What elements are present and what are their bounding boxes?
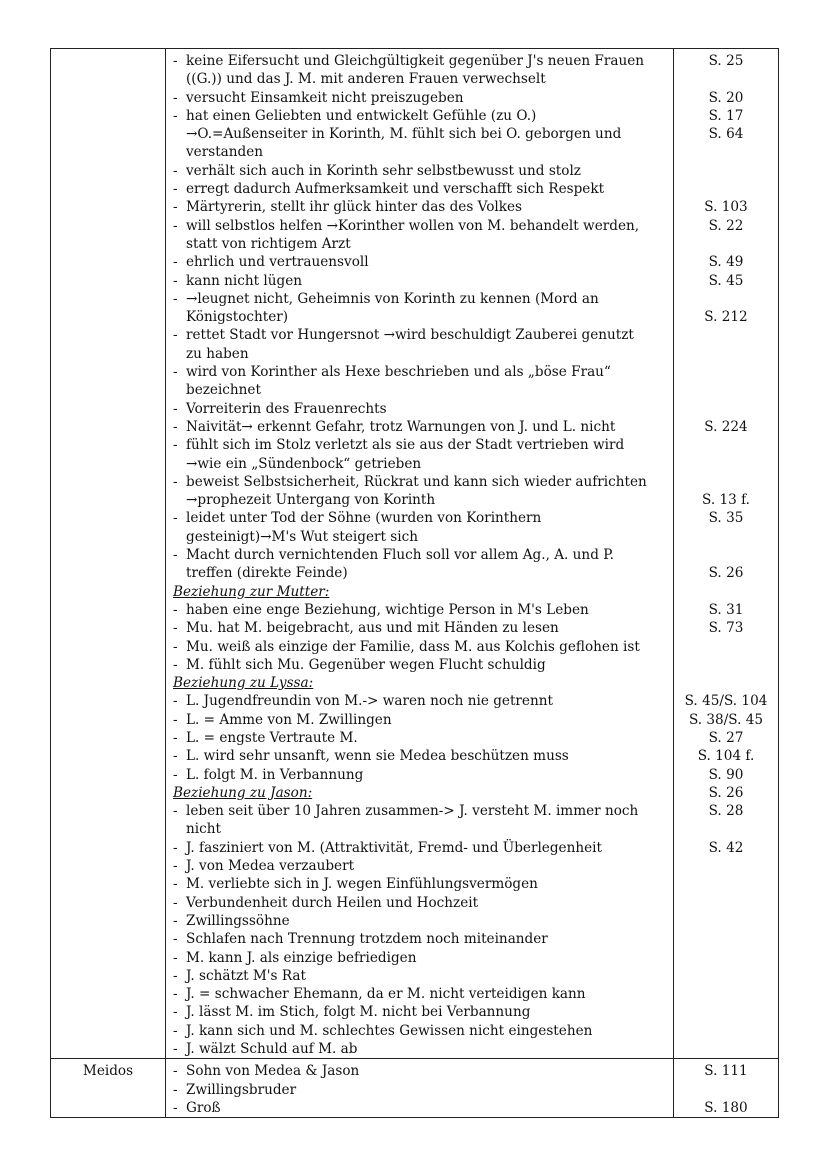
note-line xyxy=(166,729,673,747)
notes-sheet xyxy=(50,48,778,1118)
table-row-meidos xyxy=(51,1059,779,1118)
note-text: beweist Selbstsicherheit, Rückrat und kann sich wieder aufrichten xyxy=(186,473,647,490)
note-line xyxy=(166,272,673,290)
page-ref xyxy=(674,674,778,692)
section-heading: Beziehung zu Lyssa: xyxy=(173,675,314,692)
note-line xyxy=(166,363,673,381)
note-text: erregt dadurch Aufmerksamkeit und verschafft sich Respekt xyxy=(186,181,605,198)
page-ref: S. 26 xyxy=(708,784,744,801)
bullet-dash: - xyxy=(173,711,178,728)
page-ref xyxy=(674,455,778,473)
note-text: Sohn von Medea & Jason xyxy=(186,1063,360,1080)
bullet-dash: - xyxy=(173,748,178,765)
page-ref xyxy=(674,875,778,893)
note-line xyxy=(166,162,673,180)
note-text: haben eine enge Beziehung, wichtige Person in M's Leben xyxy=(186,601,589,618)
page-ref xyxy=(674,235,778,253)
note-text: hat einen Geliebten und entwickelt Gefühle (zu O.) xyxy=(186,107,537,124)
note-line xyxy=(166,253,673,271)
page-ref: S. 45/S. 104 xyxy=(684,693,768,710)
bullet-dash: - xyxy=(173,364,178,381)
note-text: zu haben xyxy=(186,345,249,362)
note-line xyxy=(166,125,673,143)
page-ref xyxy=(674,638,778,656)
note-text: keine Eifersucht und Gleichgültigkeit gegenüber J's neuen Frauen xyxy=(186,53,645,69)
character-name: Meidos xyxy=(82,1063,134,1080)
bullet-dash: - xyxy=(173,254,178,271)
note-text: Naivität→ erkennt Gefahr, trotz Warnungen von J. und L. nicht xyxy=(186,418,616,435)
bullet-dash: - xyxy=(173,1063,178,1080)
note-text: ((G.)) und das J. M. mit anderen Frauen verwechselt xyxy=(186,71,546,88)
page-ref xyxy=(674,345,778,363)
bullet-dash: - xyxy=(173,967,178,984)
page-ref: S. 35 xyxy=(708,510,744,527)
page-ref xyxy=(674,290,778,308)
note-line xyxy=(166,949,673,967)
note-text: M. verliebte sich in J. wegen Einfühlungsvermögen xyxy=(186,876,538,893)
note-line xyxy=(166,638,673,656)
note-text: J. lässt M. im Stich, folgt M. nicht bei Verbannung xyxy=(186,1004,531,1021)
bullet-dash: - xyxy=(173,894,178,911)
bullet-dash: - xyxy=(173,199,178,216)
bullet-dash: - xyxy=(173,986,178,1003)
note-line xyxy=(166,601,673,619)
page-ref xyxy=(674,70,778,88)
page-ref: S. 104 f. xyxy=(697,748,755,765)
note-text: Märtyrerin, stellt ihr glück hinter das des Volkes xyxy=(186,199,522,216)
page-ref xyxy=(674,857,778,875)
page-ref xyxy=(674,381,778,399)
note-line xyxy=(166,619,673,637)
bullet-dash: - xyxy=(173,400,178,417)
note-line xyxy=(166,217,673,235)
note-line xyxy=(166,802,673,820)
note-line xyxy=(166,89,673,107)
note-text: M. kann J. als einzige befriedigen xyxy=(186,949,417,966)
note-line xyxy=(166,235,673,253)
note-line xyxy=(166,381,673,399)
page-ref: S. 103 xyxy=(704,199,748,216)
bullet-dash: - xyxy=(173,418,178,435)
page-ref xyxy=(674,326,778,344)
note-line xyxy=(166,308,673,326)
bullet-dash: - xyxy=(173,89,178,106)
notes-cell xyxy=(166,49,674,1059)
note-text: statt von richtigem Arzt xyxy=(186,235,351,252)
page-ref: S. 224 xyxy=(704,418,748,435)
bullet-dash: - xyxy=(173,1099,178,1116)
page-ref: S. 64 xyxy=(708,126,744,143)
page-ref xyxy=(674,985,778,1003)
note-line xyxy=(166,1003,673,1021)
bullet-dash: - xyxy=(173,162,178,179)
bullet-dash: - xyxy=(173,839,178,856)
page-ref: S. 42 xyxy=(708,839,744,856)
bullet-dash: - xyxy=(173,876,178,893)
note-text: kann nicht lügen xyxy=(186,272,303,289)
note-text: leidet unter Tod der Söhne (wurden von Korinthern xyxy=(186,510,542,527)
note-line xyxy=(166,692,673,710)
note-text: treffen (direkte Feinde) xyxy=(186,565,348,582)
note-line xyxy=(166,894,673,912)
note-line xyxy=(166,1099,673,1117)
bullet-dash: - xyxy=(173,766,178,783)
note-text: J. wälzt Schuld auf M. ab xyxy=(186,1041,358,1058)
page-ref: S. 25 xyxy=(708,53,744,69)
bullet-dash: - xyxy=(173,931,178,948)
notes-cell xyxy=(166,1059,674,1118)
bullet-dash: - xyxy=(173,693,178,710)
bullet-dash: - xyxy=(173,620,178,637)
page-ref xyxy=(674,143,778,161)
table-row-medea xyxy=(51,49,779,1059)
note-text: →O.=Außenseiter in Korinth, M. fühlt sich bei O. geborgen und xyxy=(186,126,622,143)
note-text: L. wird sehr unsanft, wenn sie Medea beschützen muss xyxy=(186,748,569,765)
bullet-dash: - xyxy=(173,656,178,673)
bullet-dash: - xyxy=(173,272,178,289)
note-line xyxy=(166,455,673,473)
note-text: gesteinigt)→M's Wut steigert sich xyxy=(186,528,419,545)
note-text: L. folgt M. in Verbannung xyxy=(186,766,364,783)
page-ref-cell xyxy=(674,49,779,1059)
section-heading: Beziehung zur Mutter: xyxy=(173,583,330,600)
page-ref: S. 20 xyxy=(708,89,744,106)
note-text: Zwillingsbruder xyxy=(186,1081,297,1098)
page-ref: S. 180 xyxy=(704,1099,748,1116)
page-ref: S. 22 xyxy=(708,217,744,234)
note-line xyxy=(166,473,673,491)
page-ref: S. 45 xyxy=(708,272,744,289)
page-ref: S. 27 xyxy=(708,729,744,746)
bullet-dash: - xyxy=(173,803,178,820)
note-line xyxy=(166,491,673,509)
note-line xyxy=(166,967,673,985)
note-text: J. kann sich und M. schlechtes Gewissen nicht eingestehen xyxy=(186,1022,593,1039)
bullet-dash: - xyxy=(173,601,178,618)
page-ref: S. 212 xyxy=(704,309,748,326)
note-text: leben seit über 10 Jahren zusammen-> J. versteht M. immer noch xyxy=(186,803,639,820)
page-ref: S. 17 xyxy=(708,107,744,124)
bullet-dash: - xyxy=(173,53,178,69)
note-text: L. Jugendfreundin von M.-> waren noch nie getrennt xyxy=(186,693,553,710)
page-ref xyxy=(674,656,778,674)
note-line xyxy=(166,839,673,857)
page-ref xyxy=(674,1081,778,1099)
page-ref xyxy=(674,894,778,912)
section-heading: Beziehung zu Jason: xyxy=(173,784,313,801)
note-line xyxy=(166,345,673,363)
note-text: Vorreiterin des Frauenrechts xyxy=(186,400,387,417)
note-line xyxy=(166,711,673,729)
character-table xyxy=(50,48,779,1118)
note-line xyxy=(166,180,673,198)
page-ref xyxy=(674,949,778,967)
note-line xyxy=(166,912,673,930)
note-line xyxy=(166,52,673,70)
note-line xyxy=(166,528,673,546)
bullet-dash: - xyxy=(173,290,178,307)
note-line xyxy=(166,1040,673,1058)
note-line xyxy=(166,143,673,161)
note-line xyxy=(166,400,673,418)
note-line xyxy=(166,198,673,216)
page-ref: S. 49 xyxy=(708,254,744,271)
note-line xyxy=(166,875,673,893)
note-text: Verbundenheit durch Heilen und Hochzeit xyxy=(186,894,479,911)
page-ref: S. 26 xyxy=(708,565,744,582)
note-text: wird von Korinther als Hexe beschrieben und als „böse Frau“ xyxy=(186,364,611,381)
note-text: →wie ein „Sündenbock“ getrieben xyxy=(186,455,422,472)
note-text: Königstochter) xyxy=(186,309,289,326)
page-ref xyxy=(674,912,778,930)
bullet-dash: - xyxy=(173,912,178,929)
note-text: Groß xyxy=(186,1099,221,1116)
page-ref xyxy=(674,1003,778,1021)
page-ref xyxy=(674,162,778,180)
note-line xyxy=(166,70,673,88)
bullet-dash: - xyxy=(173,181,178,198)
note-text: ehrlich und vertrauensvoll xyxy=(186,254,369,271)
page-ref xyxy=(674,1022,778,1040)
bullet-dash: - xyxy=(173,949,178,966)
note-line xyxy=(166,436,673,454)
note-line xyxy=(166,418,673,436)
page-ref: S. 31 xyxy=(708,601,744,618)
note-line xyxy=(166,656,673,674)
page-ref xyxy=(674,528,778,546)
page-ref: S. 28 xyxy=(708,803,744,820)
note-line xyxy=(166,1022,673,1040)
note-text: rettet Stadt vor Hungersnot →wird beschuldigt Zauberei genutzt xyxy=(186,327,634,344)
note-line xyxy=(166,290,673,308)
page-ref xyxy=(674,436,778,454)
note-line xyxy=(166,857,673,875)
page-ref xyxy=(674,583,778,601)
note-text: J. schätzt M's Rat xyxy=(186,967,306,984)
page-ref xyxy=(674,546,778,564)
note-line xyxy=(166,766,673,784)
note-text: verhält sich auch in Korinth sehr selbstbewusst und stolz xyxy=(186,162,581,179)
note-text: Zwillingssöhne xyxy=(186,912,290,929)
bullet-dash: - xyxy=(173,1041,178,1058)
page-ref xyxy=(674,820,778,838)
note-text: M. fühlt sich Mu. Gegenüber wegen Flucht schuldig xyxy=(186,656,546,673)
note-line xyxy=(166,546,673,564)
note-text: L. = engste Vertraute M. xyxy=(186,729,358,746)
name-cell xyxy=(51,1059,166,1118)
note-line xyxy=(166,107,673,125)
note-text: J. = schwacher Ehemann, da er M. nicht verteidigen kann xyxy=(186,986,586,1003)
note-line xyxy=(166,1062,673,1080)
note-line xyxy=(166,1081,673,1099)
bullet-dash: - xyxy=(173,473,178,490)
page-ref: S. 73 xyxy=(708,620,744,637)
note-text: →prophezeit Untergang von Korinth xyxy=(186,492,436,509)
note-text: Macht durch vernichtenden Fluch soll vor allem Ag., A. und P. xyxy=(186,547,614,564)
note-text: L. = Amme von M. Zwillingen xyxy=(186,711,392,728)
page-ref xyxy=(674,400,778,418)
note-line xyxy=(166,326,673,344)
note-line xyxy=(166,747,673,765)
page-ref: S. 13 f. xyxy=(702,492,750,509)
page-ref: S. 111 xyxy=(704,1063,748,1080)
bullet-dash: - xyxy=(173,107,178,124)
note-text: Mu. hat M. beigebracht, aus und mit Händen zu lesen xyxy=(186,620,559,637)
bullet-dash: - xyxy=(173,638,178,655)
bullet-dash: - xyxy=(173,1081,178,1098)
note-text: will selbstlos helfen →Korinther wollen von M. behandelt werden, xyxy=(186,217,640,234)
page-ref xyxy=(674,930,778,948)
note-text: nicht xyxy=(186,821,221,838)
note-line xyxy=(166,985,673,1003)
bullet-dash: - xyxy=(173,1004,178,1021)
note-text: Mu. weiß als einzige der Familie, dass M. aus Kolchis geflohen ist xyxy=(186,638,640,655)
page-ref xyxy=(674,180,778,198)
bullet-dash: - xyxy=(173,547,178,564)
note-text: J. von Medea verzaubert xyxy=(186,858,355,875)
note-line xyxy=(166,564,673,582)
bullet-dash: - xyxy=(173,1022,178,1039)
note-line xyxy=(166,930,673,948)
note-text: fühlt sich im Stolz verletzt als sie aus der Stadt vertrieben wird xyxy=(186,437,625,454)
name-cell xyxy=(51,49,166,1059)
note-text: verstanden xyxy=(186,144,264,161)
bullet-dash: - xyxy=(173,729,178,746)
note-text: →leugnet nicht, Geheimnis von Korinth zu kennen (Mord an xyxy=(186,290,599,307)
bullet-dash: - xyxy=(173,217,178,234)
page-ref: S. 90 xyxy=(708,766,744,783)
bullet-dash: - xyxy=(173,858,178,875)
note-line xyxy=(166,509,673,527)
page-ref xyxy=(674,1040,778,1058)
note-text: J. fasziniert von M. (Attraktivität, Fremd- und Überlegenheit xyxy=(186,839,602,856)
bullet-dash: - xyxy=(173,327,178,344)
page-ref xyxy=(674,473,778,491)
page-ref-cell xyxy=(674,1059,779,1118)
bullet-dash: - xyxy=(173,510,178,527)
note-text: Schlafen nach Trennung trotzdem noch miteinander xyxy=(186,931,548,948)
note-text: bezeichnet xyxy=(186,382,261,399)
page-ref xyxy=(674,967,778,985)
bullet-dash: - xyxy=(173,437,178,454)
note-text: versucht Einsamkeit nicht preiszugeben xyxy=(186,89,464,106)
page-ref xyxy=(674,363,778,381)
page-ref: S. 38/S. 45 xyxy=(688,711,764,728)
note-line xyxy=(166,820,673,838)
